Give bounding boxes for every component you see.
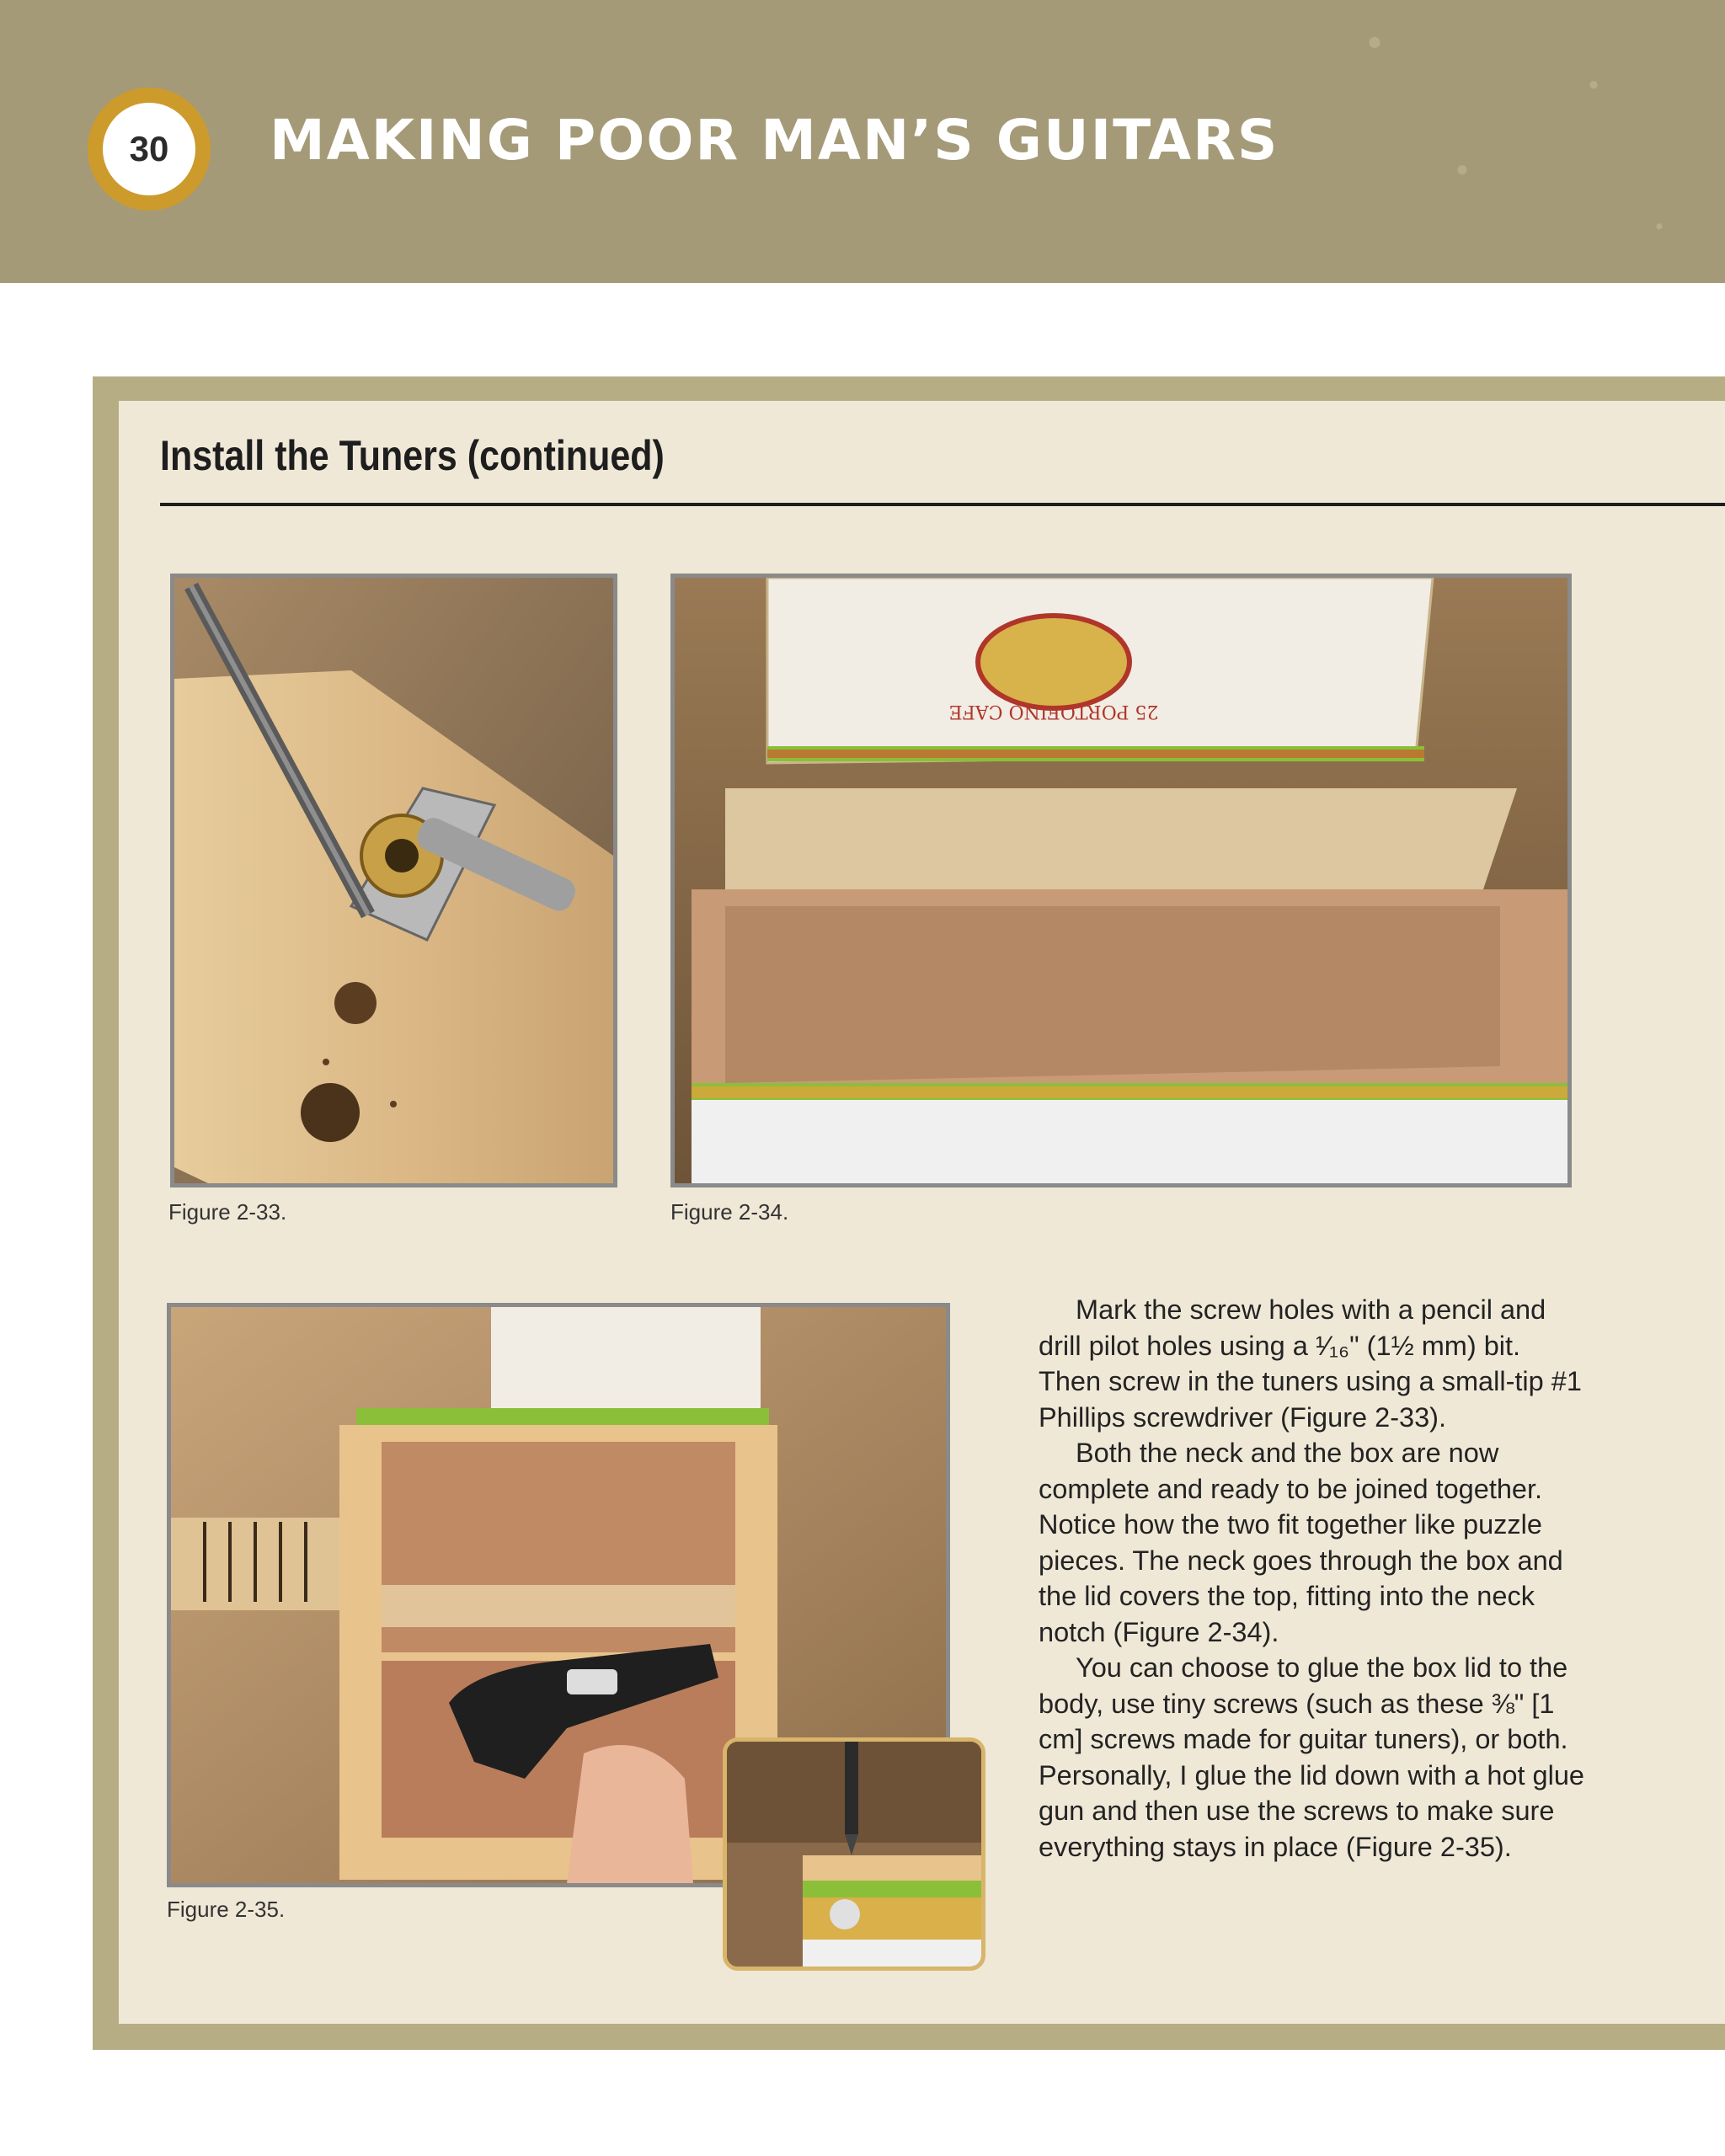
paragraph-line: You can choose to glue the box lid to the <box>1076 1652 1568 1683</box>
paragraph-line: pieces. The neck goes through the box and <box>1039 1545 1563 1576</box>
section-title: Install the Tuners (continued) <box>160 432 665 479</box>
page-number: 30 <box>103 103 195 195</box>
paragraph-line: Personally, I glue the lid down with a hot glue <box>1039 1759 1584 1790</box>
section-rule <box>160 503 1725 506</box>
paragraph-2 <box>1039 1435 1628 1650</box>
paragraph-3 <box>1039 1650 1628 1865</box>
paragraph-1 <box>1039 1292 1628 1435</box>
paragraph-line: Both the neck and the box are now <box>1076 1438 1499 1468</box>
cigar-box-neck-image <box>675 578 1567 1183</box>
screwdriver-tuner-image <box>174 578 613 1183</box>
paragraph-line: everything stays in place (Figure 2-35). <box>1039 1831 1512 1862</box>
figure-2-34-photo <box>670 574 1572 1187</box>
figure-2-35-caption: Figure 2-35. <box>167 1897 286 1922</box>
paragraph-line: the lid covers the top, fitting into the neck <box>1039 1581 1535 1611</box>
figure-2-33-photo <box>170 574 617 1187</box>
figure-2-33-caption: Figure 2-33. <box>168 1199 287 1225</box>
paragraph-line: complete and ready to be joined together. <box>1039 1473 1543 1504</box>
paragraph-line: body, use tiny screws (such as these ⅜" [1 <box>1039 1688 1555 1719</box>
paragraph-line: cm] screws made for guitar tuners), or both. <box>1039 1724 1568 1754</box>
paragraph-line: Then screw in the tuners using a small-tip #1 <box>1039 1366 1582 1396</box>
page-number-badge <box>88 88 211 211</box>
paragraph-line: Phillips screwdriver (Figure 2-33). <box>1039 1401 1447 1433</box>
figure-2-35-inset-photo <box>723 1737 985 1971</box>
paragraph-line: Mark the screw holes with a pencil and <box>1076 1294 1546 1325</box>
chapter-title: MAKING POOR MAN’S GUITARS <box>270 108 1279 173</box>
paragraph-line: Notice how the two fit together like puzzle <box>1039 1509 1542 1540</box>
box-lid-line-text: 25 PORTOFINO CAFE <box>948 701 1159 722</box>
paragraph-line: drill pilot holes using a ¹⁄₁₆" (1½ mm) bit. <box>1039 1330 1521 1361</box>
body-text <box>1039 1292 1628 1865</box>
figure-2-34-caption: Figure 2-34. <box>670 1199 789 1225</box>
paragraph-line: notch (Figure 2-34). <box>1039 1616 1279 1647</box>
paragraph-line: gun and then use the screws to make sure <box>1039 1796 1555 1826</box>
header-texture <box>1287 0 1725 283</box>
screw-inset-image <box>727 1742 981 1967</box>
